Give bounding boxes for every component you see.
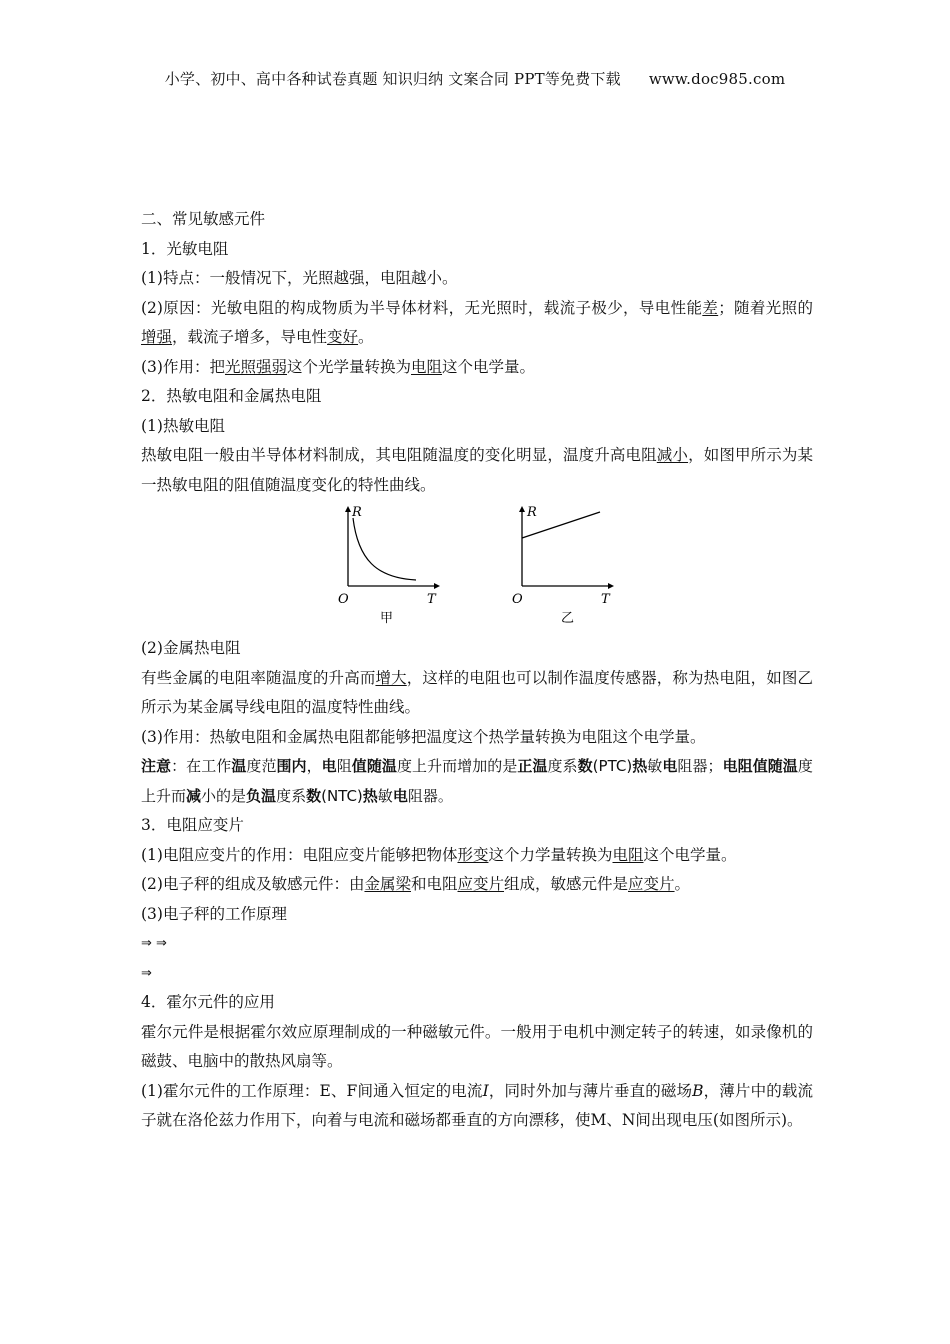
- fig2-y-label: R: [527, 505, 537, 520]
- fig1-y-label: R: [352, 505, 362, 520]
- section-title: 二、常见敏感元件: [141, 210, 266, 228]
- metal-resistor-paragraph: 有些金属的电阻率随温度的升高而增大，这样的电阻也可以制作温度传感器，称为热电阻，如图乙所示为某金属导线电阻的温度特性曲线。: [141, 668, 813, 716]
- hall-element-title: 4．霍尔元件的应用: [141, 993, 275, 1011]
- photoresistor-feature: (1)特点：一般情况下，光照越强，电阻越小。: [141, 269, 458, 287]
- header-url: www.doc985.com: [648, 70, 786, 88]
- page-header: [0, 68, 950, 89]
- photoresistor-function: (3)作用：把光照强弱这个光学量转换为电阻这个电学量。: [141, 357, 536, 376]
- thermistor-paragraph: 热敏电阻一般由半导体材料制成，其电阻随温度的变化明显，温度升高电阻减小，如图甲所示为某一热敏电阻的阻值随温度变化的特性曲线。: [141, 446, 813, 494]
- hall-element-principle: (1)霍尔元件的工作原理：E、F间通入恒定的电流I，同时外加与薄片垂直的磁场B，薄片中的载流子就在洛伦兹力作用下，向着与电流和磁场都垂直的方向漂移，使M、N间出现电压(如图所示)。: [141, 1081, 813, 1129]
- thermistor-subtitle: (1)热敏电阻: [141, 416, 225, 435]
- thermistor-title: 2．热敏电阻和金属热电阻: [141, 387, 322, 405]
- figure-yi: [510, 504, 625, 628]
- principle-arrows-1: ⇒ ⇒: [141, 936, 167, 951]
- strain-gauge-title: 3．电阻应变片: [141, 816, 244, 834]
- document-body: [141, 205, 813, 1136]
- hall-element-intro: 霍尔元件是根据霍尔效应原理制成的一种磁敏元件。一般用于电机中测定转子的转速，如录像机的磁鼓、电脑中的散热风扇等。: [141, 1022, 813, 1070]
- fig1-origin: O: [338, 592, 349, 607]
- fig2-origin: O: [512, 592, 523, 607]
- thermal-function: (3)作用：热敏电阻和金属热电阻都能够把温度这个热学量转换为电阻这个电学量。: [141, 727, 706, 746]
- principle-arrows-2: ⇒: [141, 965, 152, 981]
- fig2-x-label: T: [601, 592, 610, 607]
- scale-composition: (2)电子秤的组成及敏感元件：由金属梁和电阻应变片组成，敏感元件是应变片。: [141, 875, 691, 893]
- fig1-x-label: T: [427, 592, 436, 607]
- fig2-caption: 乙: [561, 611, 575, 626]
- photoresistor-reason: (2)原因：光敏电阻的构成物质为半导体材料，无光照时，载流子极少，导电性能差；随着光照的增强，载流子增多，导电性变好。: [141, 298, 813, 346]
- strain-gauge-function: (1)电阻应变片的作用：电阻应变片能够把物体形变这个力学量转换为电阻这个电学量。: [141, 845, 737, 864]
- characteristic-curves: [141, 504, 813, 628]
- scale-principle: (3)电子秤的工作原理: [141, 904, 287, 923]
- note-paragraph: 注意：在工作温度范围内，电阻值随温度上升而增加的是正温度系数(PTC)热敏电阻器；电阻值随温度上升而减小的是负温度系数(NTC)热敏电阻器。: [141, 757, 813, 805]
- figure-jia: [336, 504, 446, 628]
- photoresistor-title: 1．光敏电阻: [141, 239, 229, 258]
- header-text: 小学、初中、高中各种试卷真题 知识归纳 文案合同 PPT等免费下载: [164, 70, 621, 88]
- fig1-caption: 甲: [380, 611, 394, 626]
- metal-resistor-subtitle: (2)金属热电阻: [141, 639, 241, 657]
